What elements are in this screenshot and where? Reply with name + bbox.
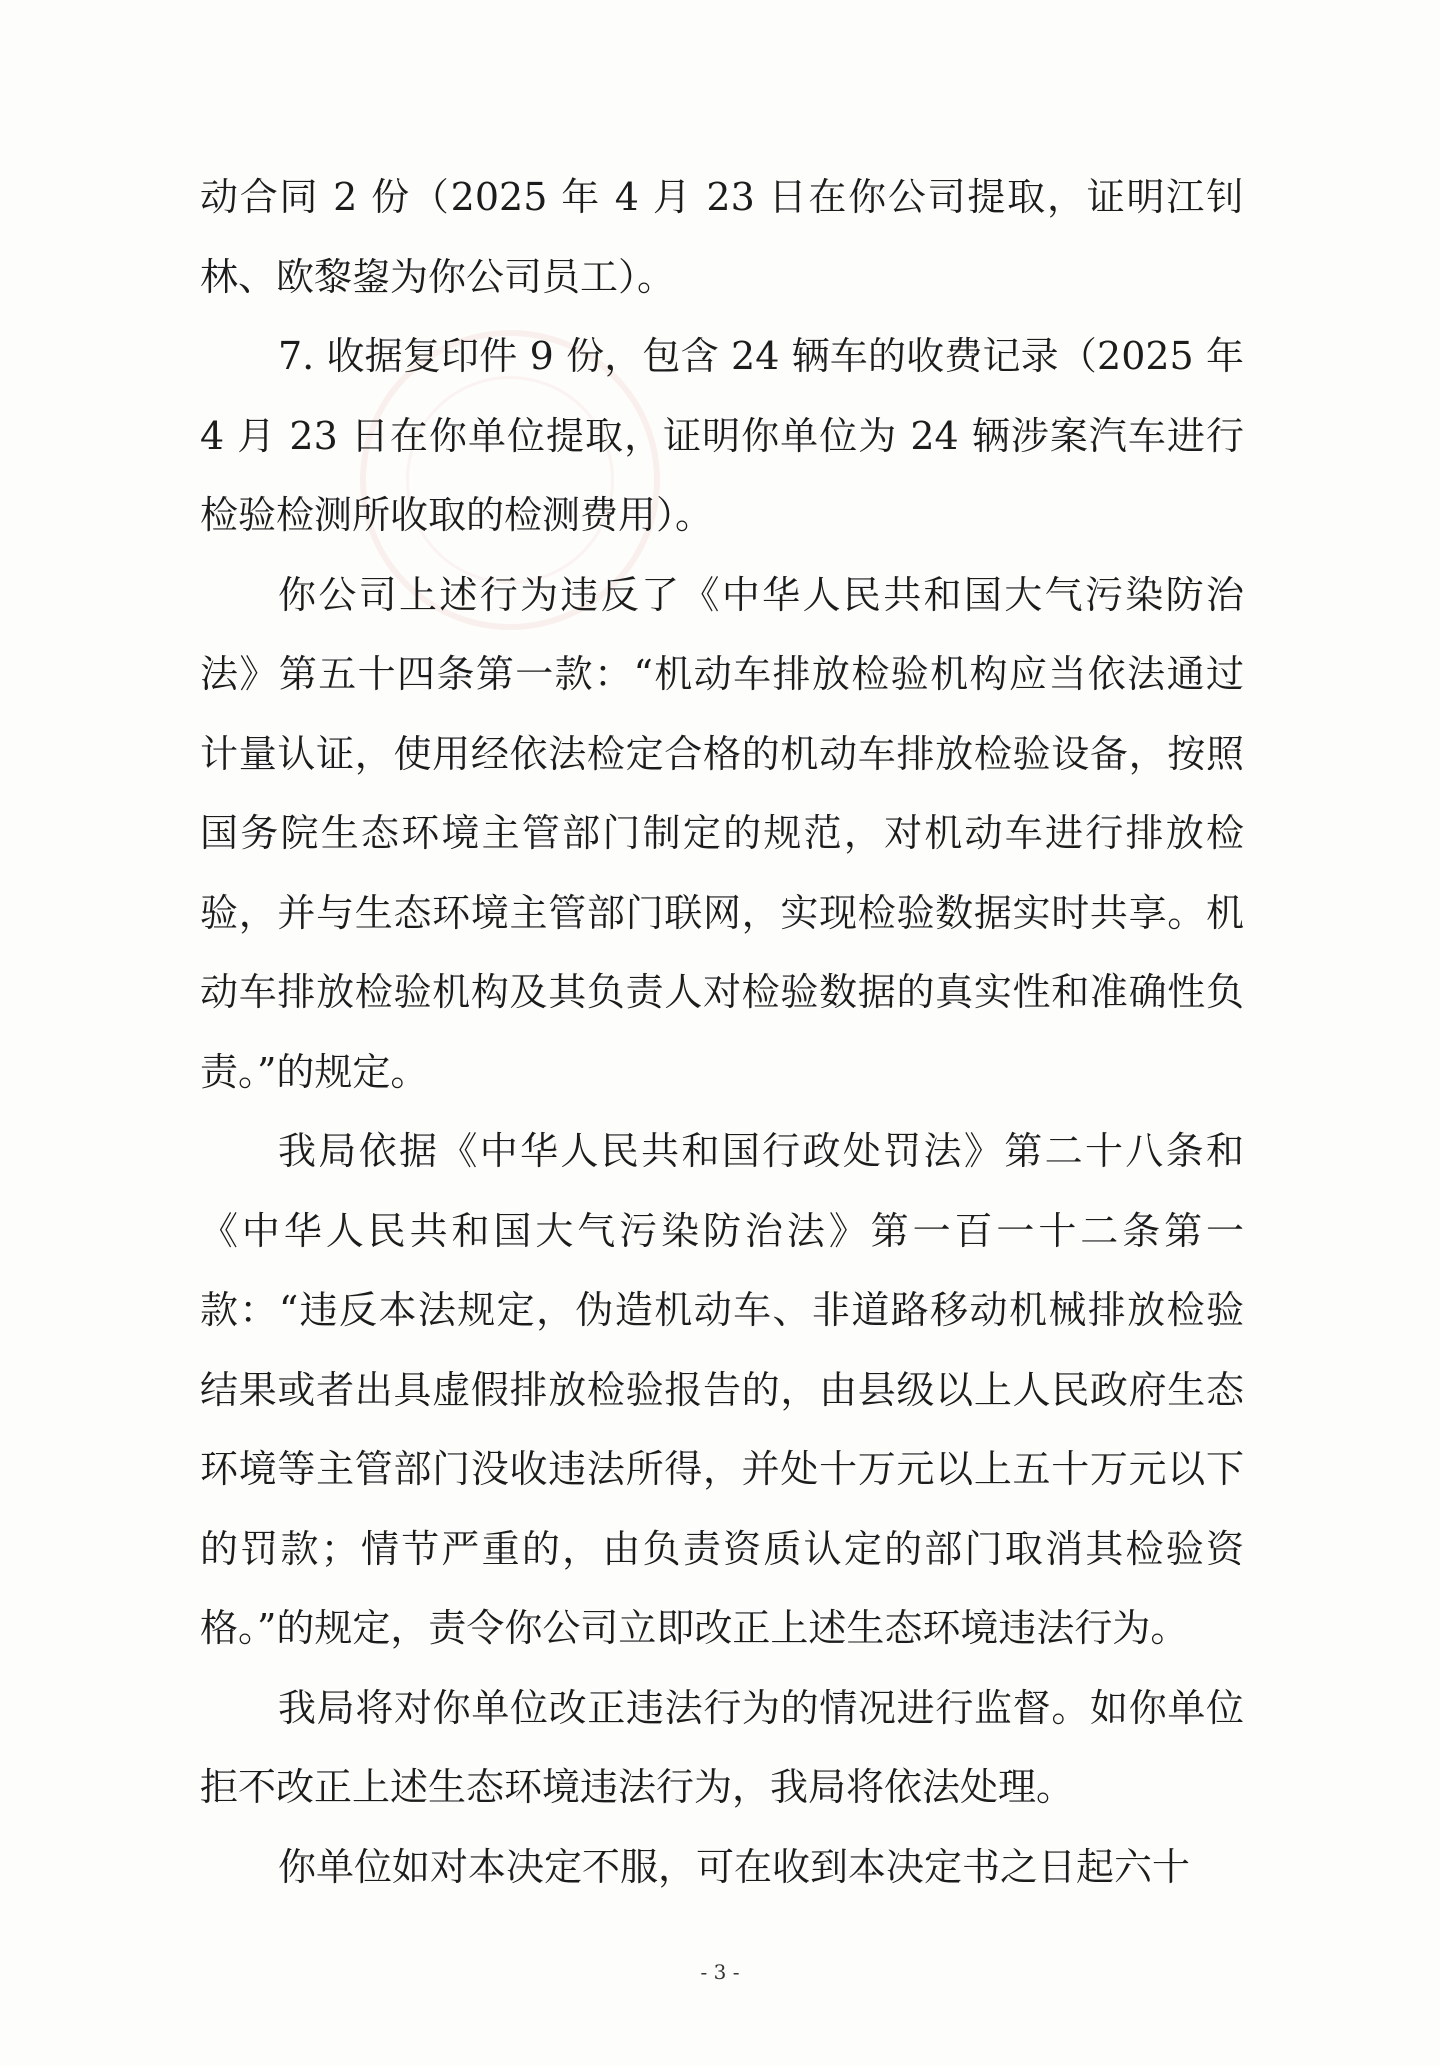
paragraph-appeal: 你单位如对本决定不服，可在收到本决定书之日起六十	[278, 1844, 1191, 1889]
document-body	[200, 158, 1244, 1907]
page-number: - 3 -	[700, 1960, 740, 1984]
paragraph-evidence-item-7: 7. 收据复印件 9 份，包含 24 辆车的收费记录（2025 年 4 月 23 日在你单位提取，证明你单位为 24 辆涉案汽车进行检验检测所收取的检测费用）。	[200, 334, 1244, 537]
paragraph-legal-basis: 我局依据《中华人民共和国行政处罚法》第二十八条和《中华人民共和国大气污染防治法》第一百一十二条第一款：“违反本法规定，伪造机动车、非道路移动机械排放检验结果或者出具虚假排放检验报告的，由县级以上人民政府生态环境等主管部门没收违法所得，并处十万元以上五十万元以下的罚款；情节严重的，由负责资质认定的部门取消其检验资格。”的规定，责令你公司立即改正上述生态环境违法行为。	[200, 1129, 1244, 1650]
paragraph-continuation: 动合同 2 份（2025 年 4 月 23 日在你公司提取，证明江钊林、欧黎鋆为你公司员工）。	[200, 175, 1244, 299]
paragraph-violation: 你公司上述行为违反了《中华人民共和国大气污染防治法》第五十四条第一款：“机动车排放检验机构应当依法通过计量认证，使用经依法检定合格的机动车排放检验设备，按照国务院生态环境主管部门制定的规范，对机动车进行排放检验，并与生态环境主管部门联网，实现检验数据实时共享。机动车排放检验机构及其负责人对检验数据的真实性和准确性负责。”的规定。	[200, 572, 1244, 1094]
paragraph-supervision: 我局将对你单位改正违法行为的情况进行监督。如你单位拒不改正上述生态环境违法行为，我局将依法处理。	[200, 1685, 1244, 1809]
